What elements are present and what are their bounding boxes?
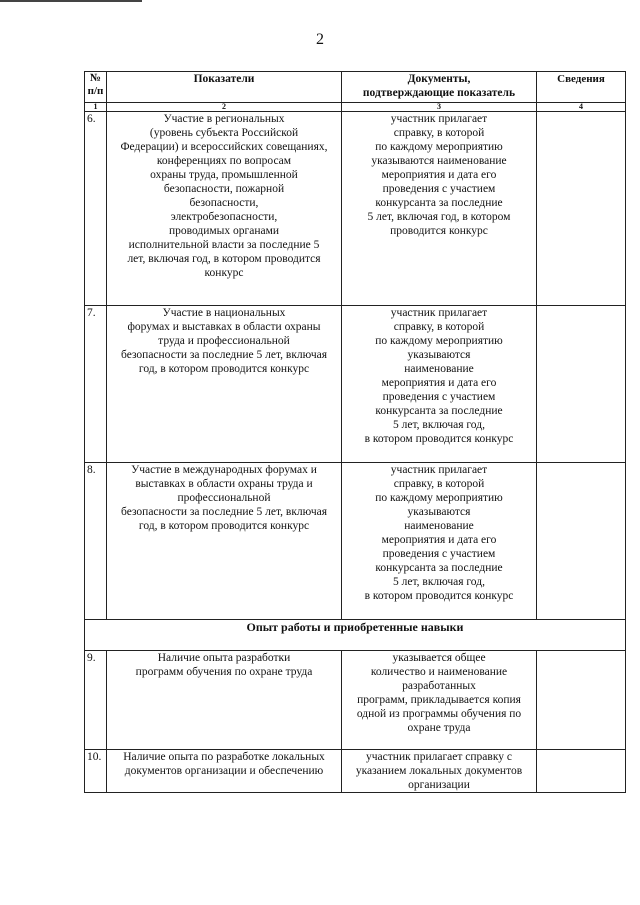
- row-indicator: Участие в региональных (уровень субъекта Российской Федерации) и всероссийских совещаниях, конференциях по вопросам охраны труда, промышленной безопасности, пожарной безопасности, электробезопасности, проводимых органами исполнительной власти за последние 5 лет, включая год, в котором проводится конкурс: [107, 112, 342, 306]
- page-number: 2: [316, 31, 324, 48]
- corner-mark: [0, 0, 142, 2]
- row-info-cell[interactable]: [537, 651, 626, 750]
- column-index: 4: [537, 103, 626, 112]
- row-number: 9.: [85, 651, 107, 750]
- row-documents: участник прилагает справку, в которой по каждому мероприятию указываются наименование мероприятия и дата его проведения с участием конкурсанта за последние 5 лет, включая год, в котором проводится конкурс: [342, 112, 537, 306]
- row-documents: участник прилагает справку с указанием локальных документов организации: [342, 750, 537, 793]
- row-info-cell[interactable]: [537, 306, 626, 463]
- row-info-cell[interactable]: [537, 463, 626, 620]
- header-info: Сведения: [537, 72, 626, 103]
- section-header-row: [85, 620, 626, 651]
- table-row: [85, 750, 626, 793]
- header-documents: Документы, подтверждающие показатель: [342, 72, 537, 103]
- column-index: 3: [342, 103, 537, 112]
- row-documents: указывается общее количество и наименование разработанных программ, прикладывается копия одной из программы обучения по охране труда: [342, 651, 537, 750]
- row-number: 8.: [85, 463, 107, 620]
- row-documents: участник прилагает справку, в которой по каждому мероприятию указываются наименование мероприятия и дата его проведения с участием конкурсанта за последние 5 лет, включая год, в котором проводится конкурс: [342, 463, 537, 620]
- row-info-cell[interactable]: [537, 112, 626, 306]
- column-index: 2: [107, 103, 342, 112]
- header-num: № п/п: [85, 72, 107, 103]
- table-row: [85, 112, 626, 306]
- criteria-table: [84, 71, 626, 793]
- row-number: 6.: [85, 112, 107, 306]
- column-index: 1: [85, 103, 107, 112]
- table-row: [85, 463, 626, 620]
- row-indicator: Участие в международных форумах и выставках в области охраны труда и профессиональной безопасности за последние 5 лет, включая год, в котором проводится конкурс: [107, 463, 342, 620]
- row-documents: участник прилагает справку, в которой по каждому мероприятию указываются наименование мероприятия и дата его проведения с участием конкурсанта за последние 5 лет, включая год, в котором проводится конкурс: [342, 306, 537, 463]
- header-indicators: Показатели: [107, 72, 342, 103]
- row-number: 7.: [85, 306, 107, 463]
- row-indicator: Наличие опыта по разработке локальных документов организации и обеспечению: [107, 750, 342, 793]
- table-header-row: [85, 72, 626, 103]
- row-number: 10.: [85, 750, 107, 793]
- row-info-cell[interactable]: [537, 750, 626, 793]
- table-row: [85, 651, 626, 750]
- column-index-row: [85, 103, 626, 112]
- table-row: [85, 306, 626, 463]
- row-indicator: Участие в национальных форумах и выставках в области охраны труда и профессиональной безопасности за последние 5 лет, включая год, в котором проводится конкурс: [107, 306, 342, 463]
- row-indicator: Наличие опыта разработки программ обучения по охране труда: [107, 651, 342, 750]
- section-title: Опыт работы и приобретенные навыки: [85, 620, 626, 651]
